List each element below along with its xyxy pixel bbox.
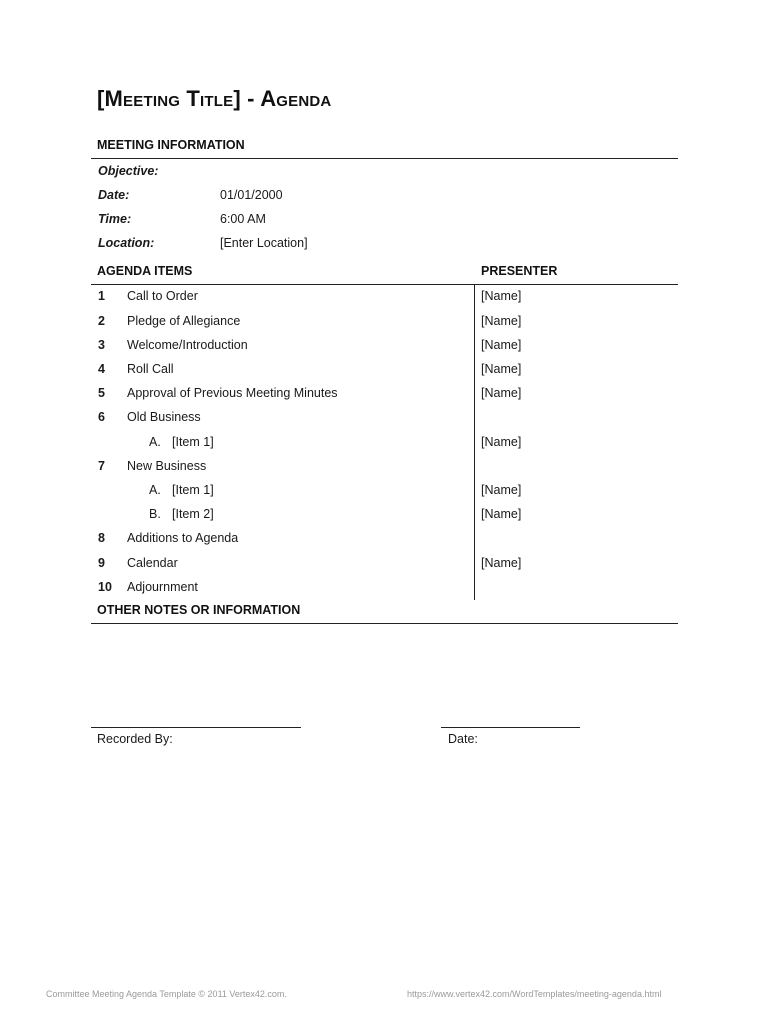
agenda-item-number: 9 xyxy=(98,556,105,570)
date-signature-line[interactable] xyxy=(441,727,580,728)
agenda-row xyxy=(98,556,678,574)
footer-copyright: Committee Meeting Agenda Template © 2011 Vertex42.com. xyxy=(46,989,287,999)
agenda-row xyxy=(98,289,678,307)
agenda-header-divider xyxy=(91,284,678,285)
agenda-item-text[interactable]: Welcome/Introduction xyxy=(127,338,248,352)
agenda-item-text[interactable]: Adjournment xyxy=(127,580,198,594)
agenda-item-presenter[interactable]: [Name] xyxy=(481,314,522,328)
agenda-item-presenter[interactable]: [Name] xyxy=(481,435,522,449)
agenda-item-presenter[interactable]: [Name] xyxy=(481,556,522,570)
agenda-sub-item-letter: A. xyxy=(149,435,161,449)
page-title: [Meeting Title] - Agenda xyxy=(97,86,332,111)
agenda-sub-row xyxy=(98,507,678,525)
agenda-row xyxy=(98,386,678,404)
agenda-sub-item-text[interactable]: [Item 1] xyxy=(172,483,214,497)
presenter-heading: PRESENTER xyxy=(481,264,558,278)
agenda-row xyxy=(98,580,678,598)
agenda-sub-item-letter: B. xyxy=(149,507,161,521)
agenda-item-number: 1 xyxy=(98,289,105,303)
agenda-item-text[interactable]: Call to Order xyxy=(127,289,198,303)
agenda-item-text[interactable]: Old Business xyxy=(127,410,201,424)
date-label: Date: xyxy=(98,188,130,202)
agenda-item-text[interactable]: Approval of Previous Meeting Minutes xyxy=(127,386,338,400)
signature-date-label: Date: xyxy=(448,732,478,746)
date-value[interactable]: 01/01/2000 xyxy=(220,188,283,202)
agenda-item-number: 3 xyxy=(98,338,105,352)
agenda-item-text[interactable]: New Business xyxy=(127,459,207,473)
agenda-row xyxy=(98,531,678,549)
other-notes-heading: OTHER NOTES OR INFORMATION xyxy=(97,603,301,617)
agenda-item-text[interactable]: Calendar xyxy=(127,556,178,570)
agenda-item-text[interactable]: Pledge of Allegiance xyxy=(127,314,241,328)
agenda-sub-item-letter: A. xyxy=(149,483,161,497)
agenda-row xyxy=(98,459,678,477)
agenda-item-number: 5 xyxy=(98,386,105,400)
agenda-sub-row xyxy=(98,483,678,501)
agenda-item-presenter[interactable]: [Name] xyxy=(481,338,522,352)
agenda-item-presenter[interactable]: [Name] xyxy=(481,483,522,497)
notes-divider xyxy=(91,623,678,624)
agenda-item-number: 8 xyxy=(98,531,105,545)
objective-label: Objective: xyxy=(98,164,159,178)
time-label: Time: xyxy=(98,212,132,226)
agenda-item-number: 4 xyxy=(98,362,105,376)
agenda-item-presenter[interactable]: [Name] xyxy=(481,386,522,400)
recorded-by-label: Recorded By: xyxy=(97,732,173,746)
agenda-item-number: 6 xyxy=(98,410,105,424)
agenda-sub-item-text[interactable]: [Item 2] xyxy=(172,507,214,521)
agenda-item-number: 10 xyxy=(98,580,112,594)
meeting-information-heading: MEETING INFORMATION xyxy=(97,138,245,152)
meeting-info-divider xyxy=(91,158,678,159)
agenda-row xyxy=(98,314,678,332)
recorded-by-signature-line[interactable] xyxy=(91,727,301,728)
agenda-item-presenter[interactable]: [Name] xyxy=(481,289,522,303)
agenda-row xyxy=(98,338,678,356)
footer-url[interactable]: https://www.vertex42.com/WordTemplates/meeting-agenda.html xyxy=(407,989,662,999)
agenda-item-number: 7 xyxy=(98,459,105,473)
time-value[interactable]: 6:00 AM xyxy=(220,212,266,226)
location-label: Location: xyxy=(98,236,155,250)
agenda-sub-item-text[interactable]: [Item 1] xyxy=(172,435,214,449)
agenda-item-number: 2 xyxy=(98,314,105,328)
location-value[interactable]: [Enter Location] xyxy=(220,236,308,250)
agenda-item-presenter[interactable]: [Name] xyxy=(481,362,522,376)
agenda-row xyxy=(98,362,678,380)
agenda-items-heading: AGENDA ITEMS xyxy=(97,264,193,278)
agenda-item-presenter[interactable]: [Name] xyxy=(481,507,522,521)
agenda-row xyxy=(98,410,678,428)
agenda-item-text[interactable]: Additions to Agenda xyxy=(127,531,239,545)
agenda-sub-row xyxy=(98,435,678,453)
agenda-item-text[interactable]: Roll Call xyxy=(127,362,174,376)
